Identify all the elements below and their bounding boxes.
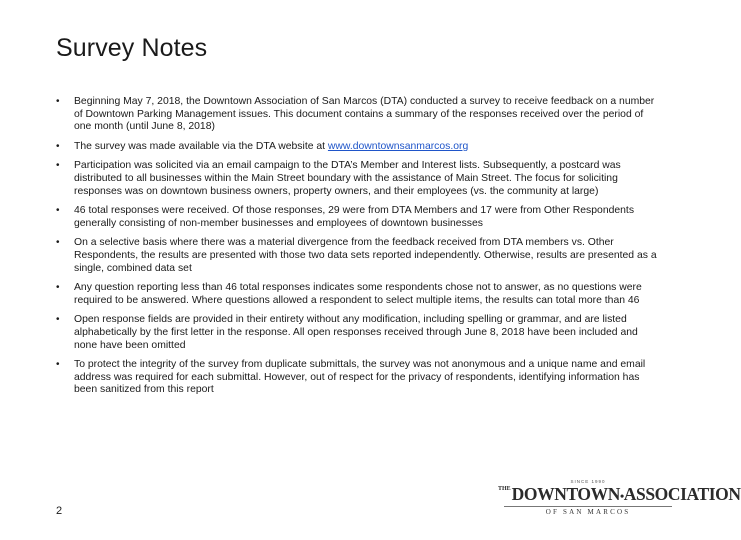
bullet-icon: • (56, 282, 60, 294)
bullet-text: Participation was solicited via an email campaign to the DTA’s Member and Interest lists. Subsequently, a postcard was distributed to all businesses within the Main Street boundary with the assistance of Main Street. The focus for soliciting responses was on downtown business owners, property owners, and their employees (vs. the community at large) (74, 160, 621, 197)
list-item (56, 96, 662, 134)
list-item (56, 359, 662, 397)
list-item (56, 282, 662, 307)
bullet-text: Any question reporting less than 46 total responses indicates some respondents chose not to answer, as no questions were required to be answered. Where questions allowed a respondent to select multiple items, the results can total more than 46 (74, 282, 642, 306)
logo-name-part2: ASSOCIATION (623, 484, 741, 504)
logo-wordmark (498, 484, 741, 505)
list-item (56, 205, 662, 230)
downtown-association-logo (498, 479, 741, 519)
page-number: 2 (56, 505, 63, 517)
logo-the: THE (498, 486, 511, 492)
website-link[interactable]: www.downtownsanmarcos.org (327, 140, 469, 152)
bullet-text: 46 total responses were received. Of those responses, 29 were from DTA Members and 17 were from Other Respondents generally consisting of non-member businesses and employees of downtown businesses (74, 205, 635, 229)
bullet-icon: • (56, 205, 60, 217)
logo-separator: • (619, 488, 624, 503)
bullet-icon: • (56, 160, 60, 172)
slide-title: Survey Notes (56, 34, 208, 62)
list-item (56, 237, 662, 275)
logo-name-part1: DOWNTOWN (511, 484, 620, 504)
bullet-icon: • (56, 359, 60, 371)
bullet-text: To protect the integrity of the survey from duplicate submittals, the survey was not anonymous and a unique name and email address was required for each submittal. However, out of respect for the privacy of respondents, identifying information has been sanitized from this report (74, 359, 646, 396)
logo-subtitle: OF SAN MARCOS (545, 508, 631, 516)
bullet-icon: • (56, 140, 60, 152)
bullet-text: Open response fields are provided in their entirety without any modification, including spelling or grammar, and are listed alphabetically by the first letter in the response. All open responses received through June 8, 2018 have been included and none have been omitted (74, 314, 638, 351)
bullet-text: On a selective basis where there was a material divergence from the feedback received from DTA members vs. Other Respondents, the results are presented with those two data sets reported independently. Otherwise, results are presented as a single, combined data set (74, 237, 657, 274)
logo-tagline: SINCE 1990 (570, 479, 606, 484)
bullet-icon: • (56, 237, 60, 249)
bullet-text: Beginning May 7, 2018, the Downtown Association of San Marcos (DTA) conducted a survey to receive feedback on a number of Downtown Parking Management issues. This document contains a summary of the responses received over the period of one month (until June 8, 2018) (74, 96, 655, 133)
logo-divider (504, 506, 672, 507)
bullet-list (56, 96, 662, 404)
bullet-icon: • (56, 314, 60, 326)
list-item (56, 160, 662, 198)
list-item (56, 314, 662, 352)
bullet-text: The survey was made available via the DTA website at (74, 140, 328, 152)
bullet-icon: • (56, 96, 60, 107)
list-item (56, 141, 662, 154)
